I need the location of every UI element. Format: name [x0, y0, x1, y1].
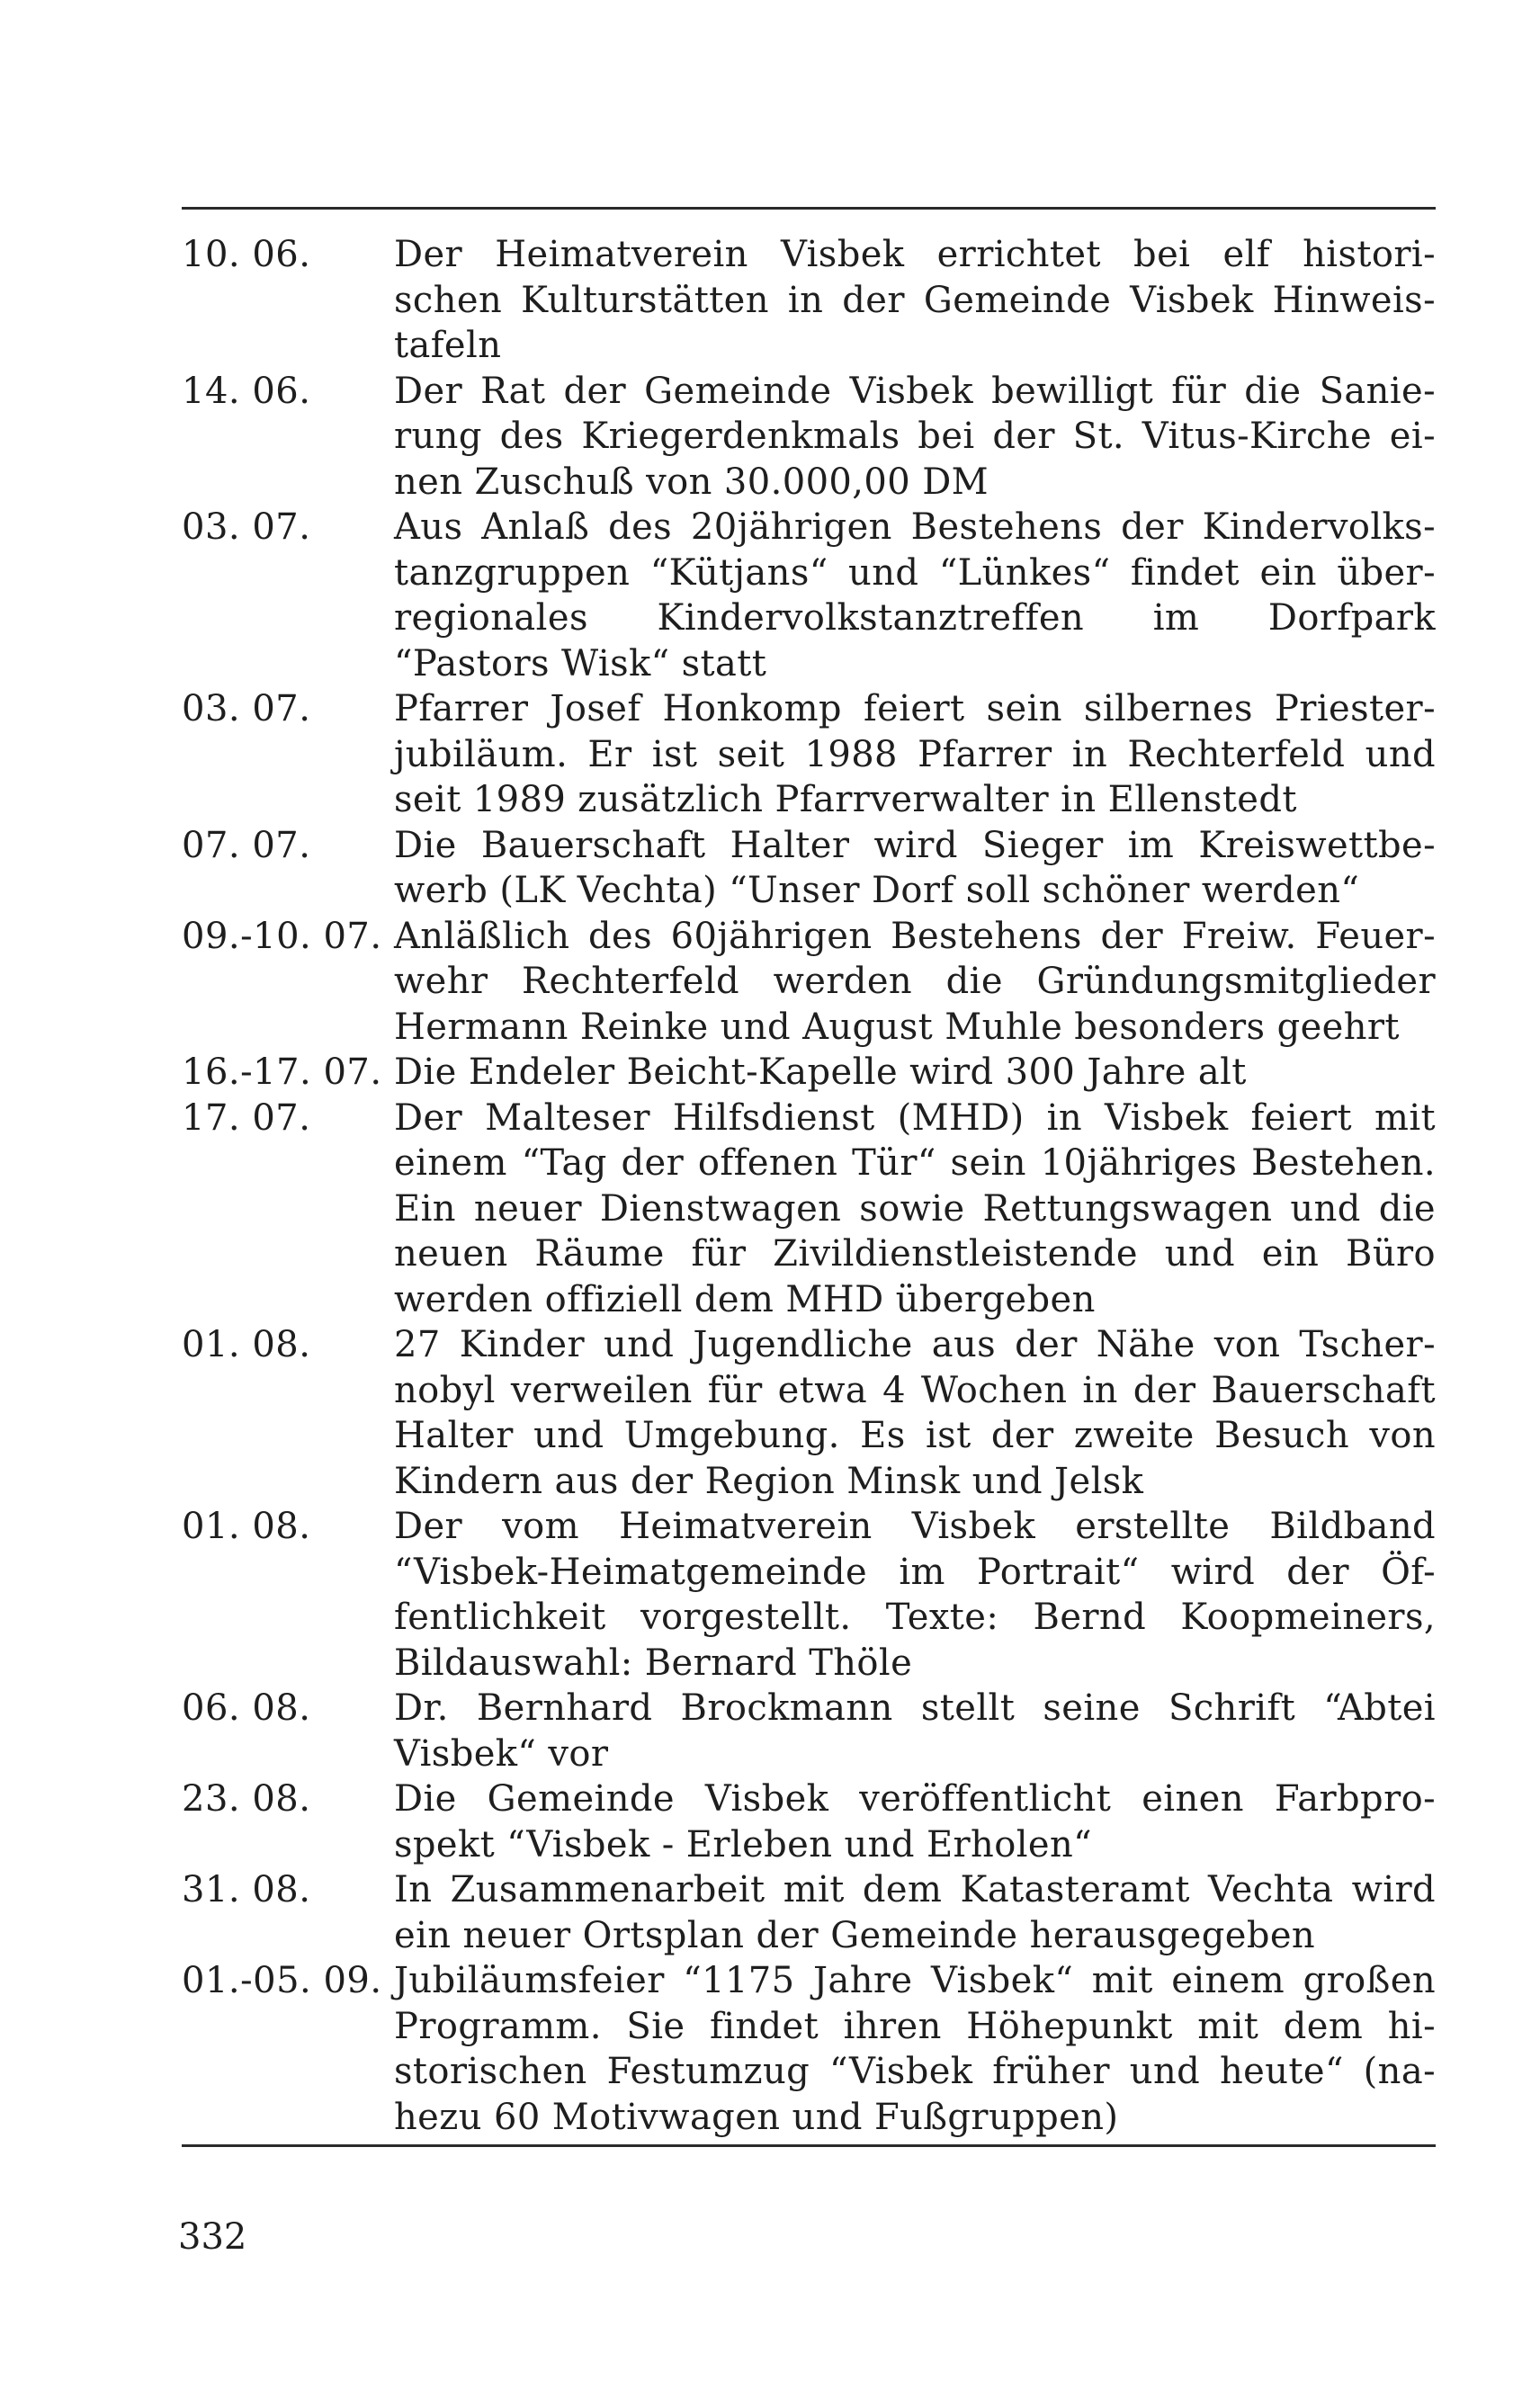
entry-date: 03. 07. — [182, 506, 311, 548]
entry-text-line: Anläßlich des 60jährigen Bestehens der Freiw. Feuer- — [394, 915, 1436, 957]
chronicle-entry — [182, 1958, 1436, 2140]
entry-date: 01.-05. 09. — [182, 1960, 382, 2001]
entry-text — [394, 1096, 1436, 1323]
chronicle-entry — [182, 1096, 1436, 1323]
entry-text — [394, 1776, 1436, 1867]
entry-date: 14. 06. — [182, 370, 311, 412]
entry-text-line: wehr Rechterfeld werden die Gründungsmitglieder — [394, 961, 1436, 1002]
entry-text-line: Visbek“ vor — [394, 1732, 609, 1775]
entry-text-line: nobyl verweilen für etwa 4 Wochen in der Bauerschaft — [394, 1369, 1436, 1411]
entry-text — [394, 232, 1436, 369]
entry-text — [394, 914, 1436, 1051]
entry-text-line: werb (LK Vechta) “Unser Dorf soll schöner werden“ — [394, 870, 1360, 911]
entry-text-line: storischen Festumzug “Visbek früher und heute“ (na- — [394, 2051, 1436, 2092]
entry-text-line: Die Gemeinde Visbek veröffentlicht einen Farbpro- — [394, 1778, 1436, 1820]
entry-text-line: nen Zuschuß von 30.000,00 DM — [394, 461, 989, 503]
chronicle-entry — [182, 232, 1436, 369]
entry-text-line: Programm. Sie findet ihren Höhepunkt mit dem hi- — [394, 2005, 1436, 2047]
chronicle-entry — [182, 1867, 1436, 1958]
entry-text-line: Der vom Heimatverein Visbek erstellte Bildband — [394, 1506, 1436, 1547]
entry-text-line: tanzgruppen “Kütjans“ und “Lünkes“ findet ein über- — [394, 551, 1436, 594]
chronicle-entry — [182, 1322, 1436, 1504]
entry-date: 01. 08. — [182, 1506, 311, 1547]
entry-text-line: Der Heimatverein Visbek errichtet bei elf histori- — [394, 234, 1436, 275]
entry-text-line: schen Kulturstätten in der Gemeinde Visbek Hinweis- — [394, 279, 1436, 321]
chronicle-entry — [182, 686, 1436, 823]
entry-text-line: Die Endeler Beicht-Kapelle wird 300 Jahre alt — [394, 1051, 1247, 1093]
entry-date: 16.-17. 07. — [182, 1051, 382, 1093]
entry-text-line: 27 Kinder und Jugendliche aus der Nähe von Tscher- — [394, 1324, 1436, 1365]
entry-text-line: einem “Tag der offenen Tür“ sein 10jähriges Bestehen. — [394, 1142, 1436, 1184]
entry-text — [394, 1958, 1436, 2140]
chronicle-entry — [182, 505, 1436, 686]
entry-text-line: Dr. Bernhard Brockmann stellt seine Schrift “Abtei — [394, 1687, 1436, 1729]
entry-text-line: “Pastors Wisk“ statt — [394, 642, 767, 684]
page-number: 332 — [178, 2216, 247, 2258]
entry-text — [394, 505, 1436, 686]
entry-text-line: hezu 60 Motivwagen und Fußgruppen) — [394, 2096, 1119, 2138]
entry-date: 06. 08. — [182, 1687, 311, 1729]
chronicle-entry — [182, 1776, 1436, 1867]
chronicle-entry — [182, 914, 1436, 1051]
entry-text-line: Kindern aus der Region Minsk und Jelsk — [394, 1460, 1144, 1502]
entry-text-line: In Zusammenarbeit mit dem Katasteramt Vechta wird — [394, 1869, 1436, 1910]
entry-text-line: neuen Räume für Zivildienstleistende und ein Büro — [394, 1233, 1436, 1275]
entry-text — [394, 1686, 1436, 1776]
chronicle-entry — [182, 823, 1436, 914]
entry-text-line: Pfarrer Josef Honkomp feiert sein silbernes Priester- — [394, 688, 1436, 729]
entry-text — [394, 1050, 1436, 1096]
entry-text-line: ein neuer Ortsplan der Gemeinde herausgegeben — [394, 1914, 1316, 1956]
entry-text-line: tafeln — [394, 325, 502, 366]
entry-text-line: Bildauswahl: Bernard Thöle — [394, 1642, 913, 1684]
entry-date: 01. 08. — [182, 1324, 311, 1365]
entry-text-line: Der Rat der Gemeinde Visbek bewilligt für die Sanie- — [394, 370, 1436, 412]
entry-text — [394, 823, 1436, 914]
entry-date: 07. 07. — [182, 824, 311, 866]
entry-text-line: fentlichkeit vorgestellt. Texte: Bernd Koopmeiners, — [394, 1597, 1436, 1638]
chronicle-entries — [182, 232, 1436, 2140]
chronicle-entry — [182, 369, 1436, 506]
entry-text-line: jubiläum. Er ist seit 1988 Pfarrer in Rechterfeld und — [394, 733, 1436, 775]
entry-text-line: Die Bauerschaft Halter wird Sieger im Kreiswettbe- — [394, 824, 1436, 866]
entry-date: 31. 08. — [182, 1869, 311, 1910]
chronicle-entry — [182, 1504, 1436, 1686]
bottom-rule — [182, 2144, 1436, 2147]
entry-text — [394, 1504, 1436, 1686]
entry-text-line: Halter und Umgebung. Es ist der zweite Besuch von — [394, 1415, 1436, 1456]
entry-text-line: “Visbek-Heimatgemeinde im Portrait“ wird der Öf- — [394, 1551, 1436, 1593]
entry-text-line: Der Malteser Hilfsdienst (MHD) in Visbek feiert mit — [394, 1096, 1436, 1139]
top-rule — [182, 207, 1436, 210]
entry-text-line: regionales Kindervolkstanztreffen im Dorfpark — [394, 597, 1436, 639]
entry-text — [394, 369, 1436, 506]
entry-text-line: werden offiziell dem MHD übergeben — [394, 1278, 1096, 1320]
entry-text-line: seit 1989 zusätzlich Pfarrverwalter in Ellenstedt — [394, 779, 1297, 820]
entry-text — [394, 1867, 1436, 1958]
entry-text-line: Jubiläumsfeier “1175 Jahre Visbek“ mit einem großen — [394, 1960, 1436, 2001]
chronicle-entry — [182, 1686, 1436, 1776]
entry-date: 10. 06. — [182, 234, 311, 275]
entry-text — [394, 1322, 1436, 1504]
entry-text — [394, 686, 1436, 823]
entry-text-line: Hermann Reinke und August Muhle besonders geehrt — [394, 1006, 1400, 1048]
chronicle-entry — [182, 1050, 1436, 1096]
entry-date: 03. 07. — [182, 688, 311, 729]
entry-date: 23. 08. — [182, 1778, 311, 1820]
entry-date: 17. 07. — [182, 1096, 311, 1139]
entry-text-line: Aus Anlaß des 20jährigen Bestehens der Kindervolks- — [394, 506, 1436, 548]
entry-text-line: spekt “Visbek - Erleben und Erholen“ — [394, 1823, 1092, 1866]
entry-text-line: rung des Kriegerdenkmals bei der St. Vitus-Kirche ei- — [394, 416, 1436, 457]
entry-text-line: Ein neuer Dienstwagen sowie Rettungswagen und die — [394, 1187, 1436, 1230]
entry-date: 09.-10. 07. — [182, 915, 382, 957]
